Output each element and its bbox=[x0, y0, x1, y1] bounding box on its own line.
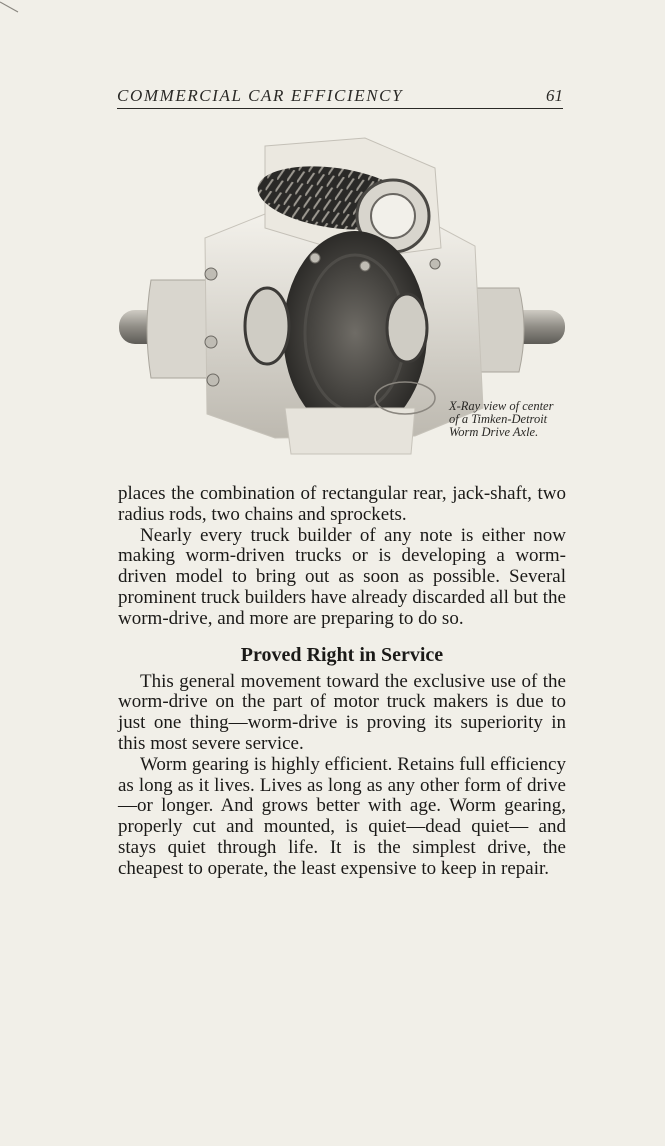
paragraph-1: places the combination of rectangular rear, jack-shaft, two radius rods, two chains and sprockets. bbox=[118, 483, 566, 525]
caption-line: Worm Drive Axle. bbox=[449, 425, 539, 439]
caption-line: of a Timken-Detroit bbox=[449, 412, 548, 426]
caption-line: X-Ray view of center bbox=[449, 399, 554, 413]
paragraph-2: Nearly every truck builder of any note is either now making worm-driven trucks or is developing a worm-driven model to bring out as soon as possible. Several prominent truck builders have already discarded all but the worm-drive, and more are preparing to do so. bbox=[118, 524, 566, 629]
section-heading: Proved Right in Service bbox=[240, 643, 444, 666]
paragraph-3: This general movement toward the exclusive use of the worm-drive on the part of motor truck makers is due to just one thing—worm-drive is proving its superiority in this most severe service. bbox=[118, 670, 566, 754]
running-title: COMMERCIAL CAR EFFICIENCY bbox=[117, 86, 404, 105]
figure-caption bbox=[449, 400, 579, 439]
running-head bbox=[117, 86, 563, 109]
paragraph-4: Worm gearing is highly efficient. Retains full efficiency as long as it lives. Lives as long as any other form of drive—or longer. And grows better with age. Worm gearing, properly cut and mounted, is quiet—dead quiet— and stays quiet through life. It is the simplest drive, the cheapest to operate, the least expensive to keep in repair. bbox=[118, 753, 566, 879]
axle-figure bbox=[115, 128, 570, 464]
body-text bbox=[118, 484, 566, 880]
corner-fold-mark bbox=[0, 0, 20, 14]
page-number: 61 bbox=[546, 86, 563, 105]
